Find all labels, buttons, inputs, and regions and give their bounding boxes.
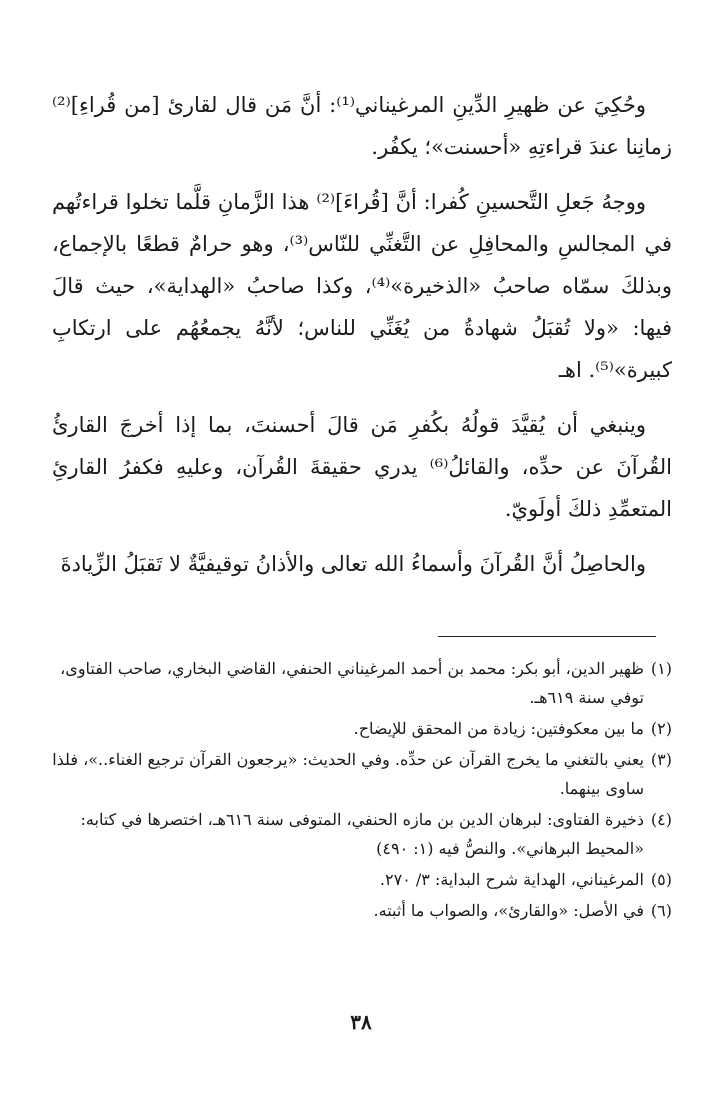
footnote-number: (١) (650, 659, 672, 678)
main-text (52, 84, 672, 598)
footnote-text: ظهير الدين، أبو بكر: محمد بن أحمد المرغيناني الحنفي، القاضي البخاري، صاحب الفتاوى، توفي سنة ٦١٩هـ. (60, 659, 644, 707)
footnote (52, 745, 672, 803)
footnote (52, 865, 672, 894)
footnote-text: ما بين معكوفتين: زيادة من المحقق للإيضاح. (353, 719, 644, 738)
footnote-number: (٦) (650, 901, 672, 920)
paragraph: ووجهُ جَعلِ التَّحسينِ كُفرا: أنَّ [قُراءَ]⁽²⁾ هذا الزَّمانِ قلَّما تخلوا قراءتُهم في المجالسِ والمحافِلِ عن التَّغنِّي للنّاس⁽³⁾، وهو حرامٌ قطعًا بالإجماع، وبذلكَ سمّاه صاحبُ «الذخيرة»⁽⁴⁾، وكذا صاحبُ «الهداية»، حيث قالَ فيها: «ولا تُقبَلُ شهادةُ من يُغَنِّي للناس؛ لأنَّهُ يجمعُهُم على ارتكابِ كبيرة»⁽⁵⁾. اهـ (52, 190, 673, 382)
footnote (52, 896, 672, 925)
footnotes (52, 654, 672, 927)
footnote (52, 714, 672, 743)
paragraph: والحاصِلُ أنَّ القُرآنَ وأسماءُ الله تعالى والأذانُ توقيفيَّةٌ لا تَقبَلُ الزِّيادةَ (60, 552, 646, 576)
paragraph: وينبغي أن يُقيَّدَ قولُهُ بكُفرِ مَن قالَ أحسنتَ، بما إذا أخرجَ القارئُ القُرآنَ عن حدِّه، والقائلُ⁽⁶⁾ يدري حقيقةَ القُرآن، وعليهِ فكفرُ القارئِ المتعمِّدِ ذلكَ أولَويّ. (52, 413, 672, 521)
footnote (52, 805, 672, 863)
footnote-text: في الأصل: «والقارئ»، والصواب ما أثبته. (373, 901, 644, 920)
footnote-separator (438, 636, 656, 637)
footnote-text: المرغيناني، الهداية شرح البداية: ٣/ ٢٧٠. (379, 870, 644, 889)
footnote-number: (٢) (650, 719, 672, 738)
footnote-number: (٤) (650, 810, 672, 829)
page-number: ٣٨ (350, 1010, 372, 1034)
footnote-text: ذخيرة الفتاوى: لبرهان الدين بن مازه الحنفي، المتوفى سنة ٦١٦هـ، اختصرها في كتابه: «المحيط البرهاني». والنصُّ فيه (١: ٤٩٠) (80, 810, 644, 858)
footnote (52, 654, 672, 712)
paragraph: وحُكِيَ عن ظهيرِ الدِّينِ المرغيناني⁽¹⁾: أنَّ مَن قال لقارئ [من قُراءِ]⁽²⁾ زمانِنا عندَ قراءتِهِ «أحسنت»؛ يكفُر. (52, 93, 672, 159)
footnote-number: (٣) (650, 750, 672, 769)
footnote-number: (٥) (650, 870, 672, 889)
footnote-text: يعني بالتغني ما يخرج القرآن عن حدِّه. وفي الحديث: «يرجعون القرآن ترجيع الغناء..»، فلذا ساوى بينهما. (52, 750, 644, 798)
